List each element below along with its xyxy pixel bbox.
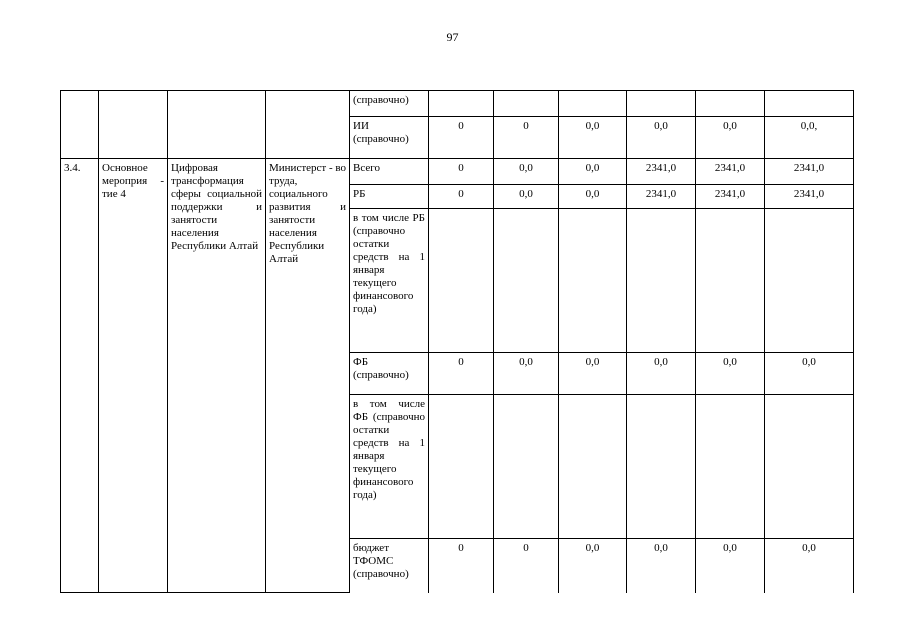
value-cell (765, 209, 854, 353)
table-body (61, 91, 854, 593)
table-row (61, 159, 854, 185)
value-cell: 2341,0 (765, 185, 854, 209)
name-cell: Цифровая трансформация сферы социальной поддержки и занятости населения Республики Алтай (168, 159, 266, 593)
value-cell: 0,0 (559, 539, 627, 593)
source-cell: в том числе ФБ (справочно остатки средств на 1 января текущего финансового года) (350, 395, 429, 539)
value-cell: 0,0 (696, 117, 765, 159)
value-cell: 0,0 (696, 539, 765, 593)
event-cell: Основное мероприя - тие 4 (99, 159, 168, 593)
value-cell: 0,0 (627, 117, 696, 159)
value-cell (494, 91, 559, 117)
value-cell: 0,0 (494, 185, 559, 209)
value-cell (559, 209, 627, 353)
value-cell: 0 (494, 117, 559, 159)
event-cell-empty (99, 91, 168, 159)
value-cell (696, 91, 765, 117)
executor-cell: Министерст - во труда, социального развития и занятости населения Республики Алтай (266, 159, 350, 593)
value-cell (696, 395, 765, 539)
value-cell: 0,0 (494, 159, 559, 185)
table-row (61, 91, 854, 117)
value-cell: 0,0 (765, 353, 854, 395)
value-cell: 0,0, (765, 117, 854, 159)
value-cell (765, 395, 854, 539)
value-cell (765, 91, 854, 117)
value-cell: 0,0 (559, 353, 627, 395)
value-cell: 0,0 (494, 353, 559, 395)
value-cell (627, 395, 696, 539)
value-cell (627, 209, 696, 353)
value-cell (429, 209, 494, 353)
value-cell: 0,0 (559, 159, 627, 185)
value-cell: 2341,0 (627, 159, 696, 185)
value-cell: 2341,0 (627, 185, 696, 209)
value-cell: 0 (429, 117, 494, 159)
source-cell: бюджет ТФОМС (справочно) (350, 539, 429, 593)
value-cell: 0,0 (627, 539, 696, 593)
source-cell: Всего (350, 159, 429, 185)
value-cell (429, 91, 494, 117)
value-cell: 0,0 (559, 185, 627, 209)
source-cell: РБ (350, 185, 429, 209)
value-cell: 0 (429, 353, 494, 395)
value-cell: 0 (429, 539, 494, 593)
source-cell: ФБ (справочно) (350, 353, 429, 395)
value-cell (559, 91, 627, 117)
value-cell: 2341,0 (696, 185, 765, 209)
value-cell (494, 209, 559, 353)
value-cell (627, 91, 696, 117)
source-cell: (справочно) (350, 91, 429, 117)
value-cell: 0,0 (765, 539, 854, 593)
name-cell-empty (168, 91, 266, 159)
value-cell: 0 (429, 159, 494, 185)
budget-table (60, 90, 854, 593)
source-cell: в том числе РБ (справочно остатки средств на 1 января текущего финансового года) (350, 209, 429, 353)
value-cell (696, 209, 765, 353)
value-cell: 0 (429, 185, 494, 209)
value-cell: 2341,0 (696, 159, 765, 185)
page-number: 97 (446, 30, 459, 44)
value-cell: 2341,0 (765, 159, 854, 185)
value-cell (494, 395, 559, 539)
value-cell: 0,0 (627, 353, 696, 395)
value-cell: 0,0 (559, 117, 627, 159)
value-cell: 0,0 (696, 353, 765, 395)
executor-cell-empty (266, 91, 350, 159)
number-cell-empty (61, 91, 99, 159)
value-cell: 0 (494, 539, 559, 593)
row-number-cell: 3.4. (61, 159, 99, 593)
value-cell (559, 395, 627, 539)
source-cell: ИИ (справочно) (350, 117, 429, 159)
value-cell (429, 395, 494, 539)
